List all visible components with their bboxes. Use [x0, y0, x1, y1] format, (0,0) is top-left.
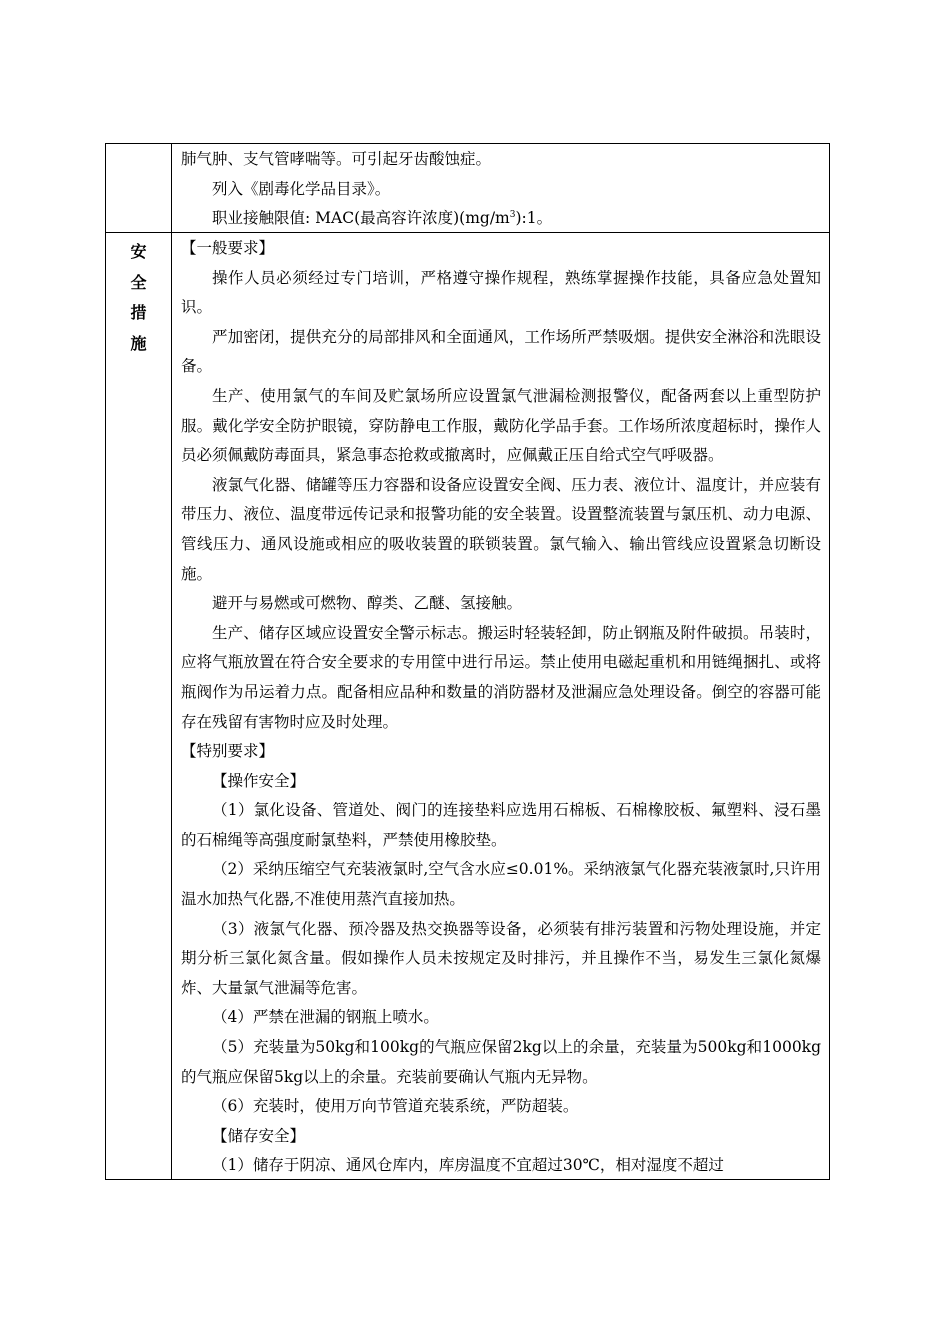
operation-item: （1）氯化设备、管道处、阀门的连接垫料应选用石棉板、石棉橡胶板、氟塑料、浸石墨的石棉绳等高强度耐氯垫料，严禁使用橡胶垫。 [181, 801, 821, 849]
safety-table [105, 143, 830, 1180]
paragraph: 列入《剧毒化学品目录》。 [212, 179, 391, 198]
paragraph: 生产、使用氯气的车间及贮氯场所应设置氯气泄漏检测报警仪，配备两套以上重型防护服。戴化学安全防护眼镜，穿防静电工作服，戴防化学品手套。工作场所浓度超标时，操作人员必须佩戴防毒面具，紧急事态抢救或撤离时，应佩戴正压自给式空气呼吸器。 [181, 386, 821, 465]
special-heading: 【特别要求】 [181, 742, 275, 761]
section-label-char: 安 [130, 242, 147, 261]
operation-item: （6）充装时，使用万向节管道充装系统，严防超装。 [212, 1097, 579, 1116]
general-heading: 【一般要求】 [181, 239, 275, 257]
exposure-limit [181, 204, 821, 234]
storage-heading: 【储存安全】 [212, 1126, 306, 1145]
paragraph: 严加密闭，提供充分的局部排风和全面通风，工作场所严禁吸烟。提供安全淋浴和洗眼设备。 [181, 327, 821, 376]
section-label-char: 全 [130, 272, 147, 292]
exposure-limit-sup: 3 [509, 210, 516, 221]
operation-item: （2）采纳压缩空气充装液氯时,空气含水应≤0.01%。采纳液氯气化器充装液氯时,只许用温水加热气化器,不准使用蒸汽直接加热。 [181, 860, 821, 909]
operation-item: （4）严禁在泄漏的钢瓶上喷水。 [212, 1008, 439, 1027]
operation-item: （5）充装量为50kg和100kg的气瓶应保留2kg以上的余量，充装量为500kg和1000kg的气瓶应保留5kg以上的余量。充装前要确认气瓶内无异物。 [181, 1038, 821, 1086]
operation-item: （3）液氯气化器、预冷器及热交换器等设备，必须装有排污装置和污物处理设施，并定期分析三氯化氮含量。假如操作人员未按规定及时排污，并且操作不当，易发生三氯化氮爆炸、大量氯气泄漏等危害。 [181, 919, 821, 997]
safety-measures-cell [181, 232, 821, 1181]
storage-item: （1）储存于阴凉、通风仓库内，库房温度不宜超过30℃，相对湿度不超过 [212, 1156, 724, 1175]
exposure-limit-prefix: 职业接触限值: MAC(最高容许浓度)(mg/m [212, 209, 510, 228]
exposure-limit-suffix: ):1。 [515, 209, 553, 228]
section-label-char: 措 [130, 303, 147, 322]
column-divider [171, 144, 172, 1179]
paragraph: 液氯气化器、储罐等压力容器和设备应设置安全阀、压力表、液位计、温度计，并应装有带压力、液位、温度带远传记录和报警功能的安全装置。设置整流装置与氯压机、动力电源、管线压力、通风设施或相应的吸收装置的联锁装置。氯气输入、输出管线应设置紧急切断设施。 [181, 475, 821, 583]
paragraph: 避开与易燃或可燃物、醇类、乙醚、氢接触。 [212, 594, 523, 613]
section-label-char: 施 [130, 333, 147, 353]
paragraph: 操作人员必须经过专门培训，严格遵守操作规程，熟练掌握操作技能，具备应急处置知识。 [181, 268, 821, 317]
operation-heading: 【操作安全】 [212, 771, 306, 790]
toxicity-continuation-cell [181, 145, 821, 234]
paragraph: 肺气肿、支气管哮喘等。可引起牙齿酸蚀症。 [181, 150, 492, 168]
section-label [106, 232, 171, 359]
paragraph: 生产、储存区域应设置安全警示标志。搬运时轻装轻卸，防止钢瓶及附件破损。吊装时，应将气瓶放置在符合安全要求的专用筐中进行吊运。禁止使用电磁起重机和用链绳捆扎、或将瓶阀作为吊运着力点。配备相应品种和数量的消防器材及泄漏应急处理设备。倒空的容器可能存在残留有害物时应及时处理。 [181, 623, 821, 731]
